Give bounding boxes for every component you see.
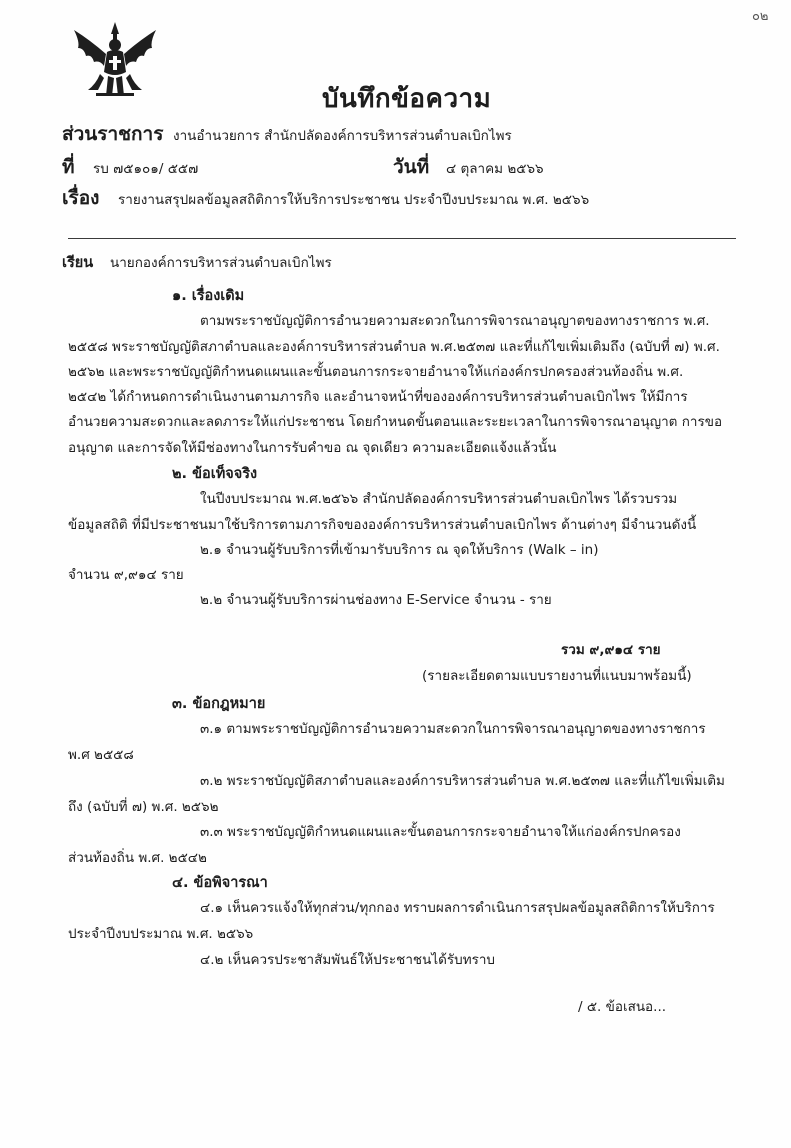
section1-line: ๒๕๔๒ ได้กำหนดการดำเนินงานตามภารกิจ และอำนาจหน้าที่ขององค์การบริหารส่วนตำบลเบิกไพร ให้มีการ <box>68 389 688 405</box>
page-number: ๐๒ <box>752 9 769 24</box>
walk-in-amount: จำนวน ๙,๙๑๔ ราย <box>68 567 184 583</box>
agency-value: งานอำนวยการ สำนักปลัดองค์การบริหารส่วนตำบลเบิกไพร <box>173 128 512 144</box>
salutation-value: นายกองค์การบริหารส่วนตำบลเบิกไพร <box>110 255 332 271</box>
section3-line: ๓.๑ ตามพระราชบัญญัติการอำนวยความสะดวกในการพิจารณาอนุญาตของทางราชการ <box>200 721 706 737</box>
total-amount: รวม ๙,๙๑๔ ราย <box>561 642 661 658</box>
reference-label: ที่ <box>62 156 75 178</box>
section1-line: อนุญาต และการจัดให้มีช่องทางในการรับคำขอ ณ จุดเดียว ความละเอียดแจ้งแล้วนั้น <box>68 440 557 456</box>
attachment-note: (รายละเอียดตามแบบรายงานที่แนบมาพร้อมนี้) <box>422 668 692 684</box>
salutation-label: เรียน <box>62 255 94 271</box>
section3-line: ๓.๒ พระราชบัญญัติสภาตำบลและองค์การบริหารส่วนตำบล พ.ศ.๒๕๓๗ และที่แก้ไขเพิ่มเติม <box>200 773 725 789</box>
section1-heading: ๑. เรื่องเดิม <box>172 288 245 304</box>
e-service-item: ๒.๒ จำนวนผู้รับบริการผ่านช่องทาง E-Service จำนวน - ราย <box>200 592 552 608</box>
section1-line: ๒๕๖๒ และพระราชบัญญัติกำหนดแผนและขั้นตอนการกระจายอำนาจให้แก่องค์กรปกครองส่วนท้องถิ่น พ.ศ. <box>68 364 684 380</box>
section1-line: ๒๕๕๘ พระราชบัญญัติสภาตำบลและองค์การบริหารส่วนตำบล พ.ศ.๒๕๓๗ และที่แก้ไขเพิ่มเติมถึง (ฉบับที่ ๗) พ.ศ. <box>68 339 720 355</box>
section3-line: ถึง (ฉบับที่ ๗) พ.ศ. ๒๕๖๒ <box>68 799 219 815</box>
header-divider <box>68 238 736 239</box>
reference-value: รบ ๗๕๑๐๑/ ๕๕๗ <box>93 161 199 177</box>
section1-line: อำนวยความสะดวกและลดภาระให้แก่ประชาชน โดยกำหนดขั้นตอนและระยะเวลาในการพิจารณาอนุญาต การขอ <box>68 414 723 430</box>
section4-line: ประจำปีงบประมาณ พ.ศ. ๒๕๖๖ <box>68 926 254 942</box>
section4-line: ๔.๒ เห็นควรประชาสัมพันธ์ให้ประชาชนได้รับทราบ <box>200 952 495 968</box>
date-value: ๔ ตุลาคม ๒๕๖๖ <box>446 161 544 177</box>
walk-in-item: ๒.๑ จำนวนผู้รับบริการที่เข้ามารับบริการ ณ จุดให้บริการ (Walk – in) <box>200 542 599 558</box>
agency-label: ส่วนราชการ <box>62 123 164 145</box>
subject-label: เรื่อง <box>62 187 100 209</box>
section3-line: ส่วนท้องถิ่น พ.ศ. ๒๕๔๒ <box>68 850 207 866</box>
section2-heading: ๒. ข้อเท็จจริง <box>172 466 258 482</box>
section2-line: ในปีงบประมาณ พ.ศ.๒๕๖๖ สำนักปลัดองค์การบริหารส่วนตำบลเบิกไพร ได้รวบรวม <box>200 491 678 507</box>
section3-heading: ๓. ข้อกฎหมาย <box>172 696 266 712</box>
document-title: บันทึกข้อความ <box>322 84 492 114</box>
garuda-emblem-icon <box>70 20 160 98</box>
section4-heading: ๔. ข้อพิจารณา <box>172 875 268 891</box>
continuation-note: / ๕. ข้อเสนอ... <box>578 999 667 1015</box>
section3-line: ๓.๓ พระราชบัญญัติกำหนดแผนและขั้นตอนการกระจายอำนาจให้แก่องค์กรปกครอง <box>200 824 681 840</box>
section3-line: พ.ศ ๒๕๕๘ <box>68 747 134 763</box>
date-label: วันที่ <box>393 156 430 178</box>
section4-line: ๔.๑ เห็นควรแจ้งให้ทุกส่วน/ทุกกอง ทราบผลการดำเนินการสรุปผลข้อมูลสถิติการให้บริการ <box>200 900 715 916</box>
section2-line: ข้อมูลสถิติ ที่มีประชาชนมาใช้บริการตามภารกิจขององค์การบริหารส่วนตำบลเบิกไพร ด้านต่างๆ มีจำนวนดังนี้ <box>68 517 697 533</box>
section1-line: ตามพระราชบัญญัติการอำนวยความสะดวกในการพิจารณาอนุญาตของทางราชการ พ.ศ. <box>200 313 710 329</box>
subject-value: รายงานสรุปผลข้อมูลสถิติการให้บริการประชาชน ประจำปีงบประมาณ พ.ศ. ๒๕๖๖ <box>118 192 590 208</box>
